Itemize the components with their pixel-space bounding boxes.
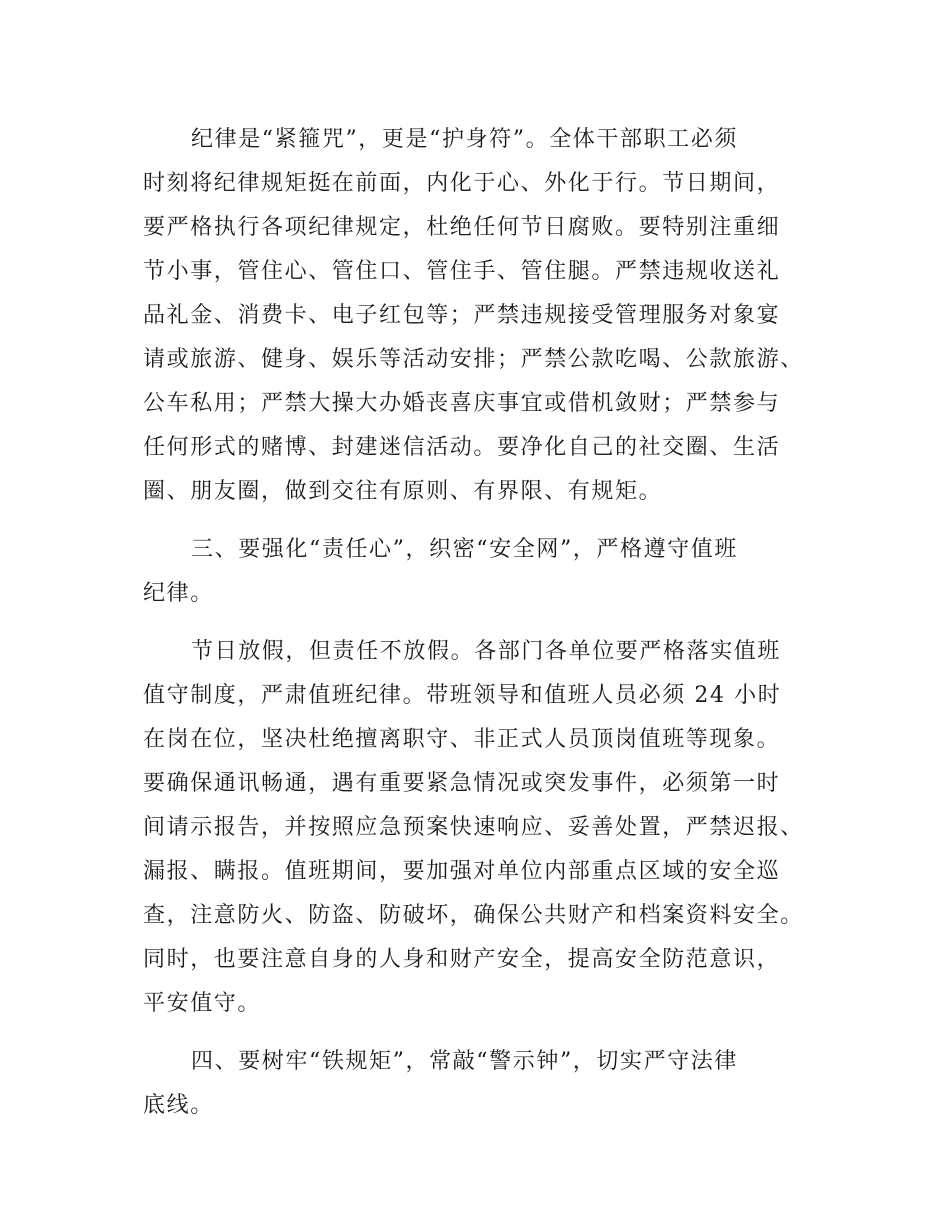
text-line: 查，注意防火、防盗、防破坏，确保公共财产和档案资料安全。 [143,903,804,928]
paragraph-spacer [143,1026,813,1040]
section-heading-four [143,1040,813,1128]
paragraph-duty-discipline [143,630,813,1026]
heading-line: 底线。 [143,1093,214,1118]
paragraph-spacer [143,514,813,528]
heading-line: 四、要树牢“铁规矩”，常敲“警示钟”，切实严守法律 [191,1049,738,1074]
text-line: 值守制度，严肃值班纪律。带班领导和值班人员必须 24 小时 [143,683,782,708]
text-line: 圈、朋友圈，做到交往有原则、有界限、有规矩。 [143,479,663,504]
text-line: 同时，也要注意自身的人身和财产安全，提高安全防范意识， [143,947,781,972]
heading-line: 三、要强化“责任心”，织密“安全网”，严格遵守值班 [191,537,738,562]
text-line: 要严格执行各项纪律规定，杜绝任何节日腐败。要特别注重细 [143,215,781,240]
text-line: 要确保通讯畅通，遇有重要紧急情况或突发事件，必须第一时 [143,771,781,796]
text-line: 请或旅游、健身、娱乐等活动安排；严禁公款吃喝、公款旅游、 [143,347,804,372]
document-body [143,118,813,1128]
text-line: 公车私用；严禁大操大办婚丧喜庆事宜或借机敛财；严禁参与 [143,391,781,416]
text-line: 漏报、瞒报。值班期间，要加强对单位内部重点区域的安全巡 [143,859,781,884]
text-line: 节日放假，但责任不放假。各部门各单位要严格落实值班 [191,639,782,664]
text-line: 间请示报告，并按照应急预案快速响应、妥善处置，严禁迟报、 [143,815,804,840]
paragraph-spacer [143,616,813,630]
text-line: 在岗在位，坚决杜绝擅离职守、非正式人员顶岗值班等现象。 [143,727,781,752]
text-line: 平安值守。 [143,991,262,1016]
text-line: 时刻将纪律规矩挺在前面，内化于心、外化于行。节日期间， [143,171,781,196]
text-line: 品礼金、消费卡、电子红包等；严禁违规接受管理服务对象宴 [143,303,781,328]
text-line: 任何形式的赌博、封建迷信活动。要净化自己的社交圈、生活 [143,435,781,460]
section-heading-three [143,528,813,616]
heading-line: 纪律。 [143,581,214,606]
text-line: 纪律是“紧箍咒”，更是“护身符”。全体干部职工必须 [191,127,738,152]
text-line: 节小事，管住心、管住口、管住手、管住腿。严禁违规收送礼 [143,259,781,284]
paragraph-discipline-amulet [143,118,813,514]
